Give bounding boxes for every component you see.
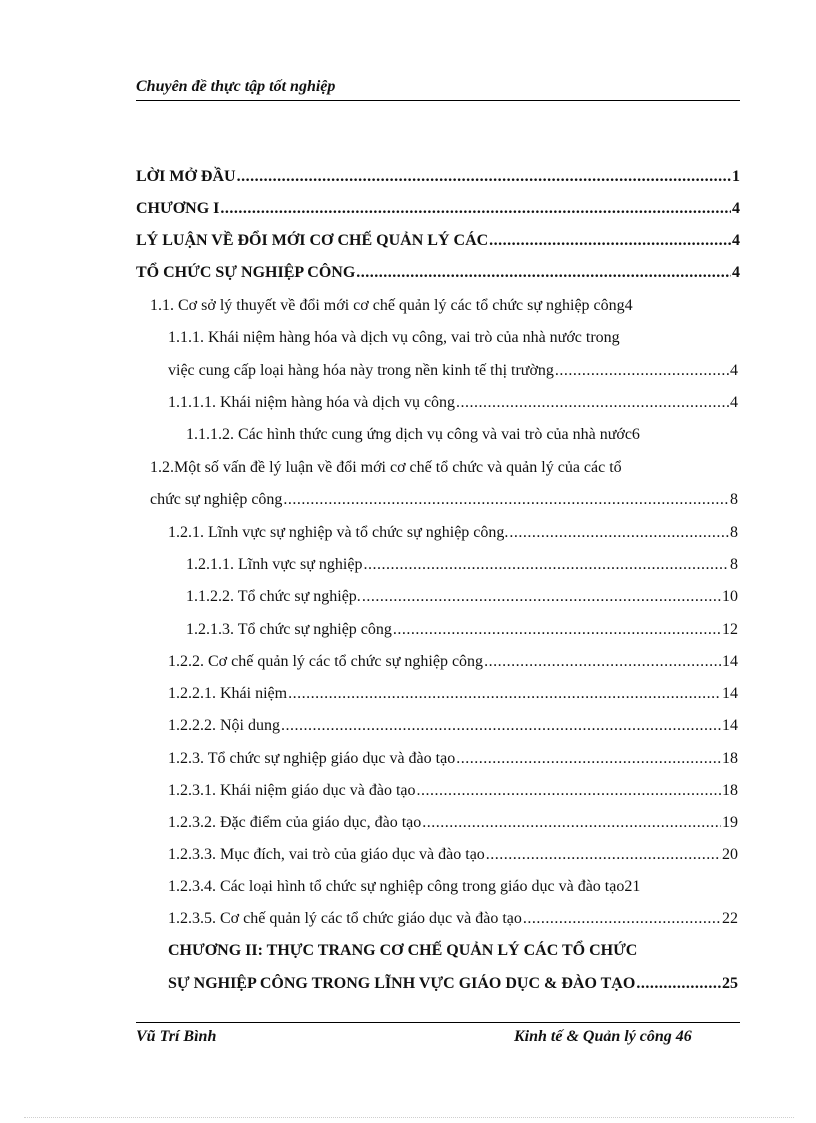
toc-entry-chuong-2[interactable]: SỰ NGHIỆP CÔNG TRONG LĨNH VỰC GIÁO DỤC & ĐÀO TẠO ..... 25: [168, 975, 738, 993]
toc-page-number: 4: [730, 362, 738, 379]
toc-page-number: 6: [631, 426, 640, 443]
toc-page-number: 18: [722, 750, 738, 767]
toc-page-number: 14: [722, 653, 738, 670]
toc-entry-1-2-2-1[interactable]: 1.2.2.1. Khái niệm ..... 14: [168, 685, 738, 703]
footer-author: Vũ Trí Bình: [136, 1028, 217, 1045]
toc-entry-1-2-3-3[interactable]: 1.2.3.3. Mục đích, vai trò của giáo dục và đào tạo ..... 20: [168, 846, 738, 864]
header-title: Chuyên đề thực tập tốt nghiệp: [136, 78, 336, 95]
toc-entry-1-2-1[interactable]: 1.2.1. Lĩnh vực sự nghiệp và tổ chức sự nghiệp công. ..... 8: [168, 524, 738, 542]
toc-entry-1-2-2[interactable]: 1.2.2. Cơ chế quản lý các tổ chức sự nghiệp công ..... 14: [168, 653, 738, 671]
toc-page-number: 1: [732, 168, 740, 185]
toc-entry-1-2-1-3[interactable]: 1.2.1.3. Tổ chức sự nghiệp công ..... 12: [186, 621, 738, 639]
toc-entry-to-chuc-su-nghiep-cong[interactable]: TỔ CHỨC SỰ NGHIỆP CÔNG ..... 4: [136, 264, 740, 282]
toc-entry-1-1[interactable]: 1.1. Cơ sở lý thuyết về đổi mới cơ chế quản lý các tổ chức sự nghiệp công 4: [150, 297, 633, 314]
toc-entry-1-2-3-5[interactable]: 1.2.3.5. Cơ chế quản lý các tổ chức giáo dục và đào tạo ..... 22: [168, 910, 738, 928]
toc-page-number: 20: [722, 846, 738, 863]
toc-page-number: 4: [624, 297, 633, 314]
toc-entry-1-2-3[interactable]: 1.2.3. Tổ chức sự nghiệp giáo dục và đào tạo ..... 18: [168, 750, 738, 768]
toc-page-number: 4: [732, 232, 740, 249]
toc-entry-chuong-1[interactable]: CHƯƠNG I ..... 4: [136, 200, 740, 218]
toc-page-number: 25: [722, 975, 738, 992]
toc-page-number: 18: [722, 782, 738, 799]
toc-entry-1-2-1-1[interactable]: 1.2.1.1. Lĩnh vực sự nghiệp ..... 8: [186, 556, 738, 574]
toc-page-number: 14: [722, 685, 738, 702]
toc-page-number: 8: [730, 556, 738, 573]
toc-page-number: 4: [730, 394, 738, 411]
toc-entry-loi-mo-dau[interactable]: LỜI MỞ ĐẦU ..... 1: [136, 168, 740, 186]
toc-entry-1-2-2-2[interactable]: 1.2.2.2. Nội dung ..... 14: [168, 717, 738, 735]
page-bottom-border: [24, 1117, 794, 1118]
toc-page-number: 21: [624, 878, 641, 895]
toc-page-number: 8: [730, 524, 738, 541]
toc-page-number: 12: [722, 621, 738, 638]
toc-entry-1-2-3-4[interactable]: 1.2.3.4. Các loại hình tổ chức sự nghiệp công trong giáo dục và đào tạo 21: [168, 878, 641, 895]
footer-class: Kinh tế & Quản lý công 46: [514, 1028, 692, 1045]
toc-entry-1-1-2-2[interactable]: 1.1.2.2. Tổ chức sự nghiệp. ..... 10: [186, 588, 738, 606]
toc-page-number: 8: [730, 491, 738, 508]
page-header: [136, 76, 740, 101]
toc-entry-1-1-1-2[interactable]: 1.1.1.2. Các hình thức cung ứng dịch vụ công và vai trò của nhà nước 6: [186, 426, 640, 443]
footer-divider: [136, 1022, 740, 1023]
toc-entry-1-2-3-1[interactable]: 1.2.3.1. Khái niệm giáo dục và đào tạo ..... 18: [168, 782, 738, 800]
toc-page-number: 14: [722, 717, 738, 734]
toc-entry-1-2-3-2[interactable]: 1.2.3.2. Đặc điểm của giáo dục, đào tạo ..... 19: [168, 814, 738, 832]
toc-entry-ly-luan[interactable]: LÝ LUẬN VỀ ĐỔI MỚI CƠ CHẾ QUẢN LÝ CÁC ..... 4: [136, 232, 740, 250]
toc-page-number: 4: [732, 200, 740, 217]
toc-entry-1-1-1[interactable]: việc cung cấp loại hàng hóa này trong nền kinh tế thị trường ..... 4: [168, 362, 738, 380]
toc-entry-1-1-1-line1[interactable]: 1.1.1. Khái niệm hàng hóa và dịch vụ công, vai trò của nhà nước trong: [168, 329, 620, 346]
toc-page-number: 19: [722, 814, 738, 831]
toc-entry-chuong-2-line1[interactable]: CHƯƠNG II: THỰC TRANG CƠ CHẾ QUẢN LÝ CÁC TỔ CHỨC: [168, 942, 638, 959]
toc-page-number: 4: [732, 264, 740, 281]
toc-page-number: 22: [722, 910, 738, 927]
toc-entry-1-2[interactable]: chức sự nghiệp công ..... 8: [150, 491, 738, 509]
toc-entry-1-2-line1[interactable]: 1.2.Một số vấn đề lý luận về đổi mới cơ chế tổ chức và quản lý của các tổ: [150, 459, 622, 476]
toc-page-number: 10: [722, 588, 738, 605]
toc-entry-1-1-1-1[interactable]: 1.1.1.1. Khái niệm hàng hóa và dịch vụ công ..... 4: [168, 394, 738, 412]
